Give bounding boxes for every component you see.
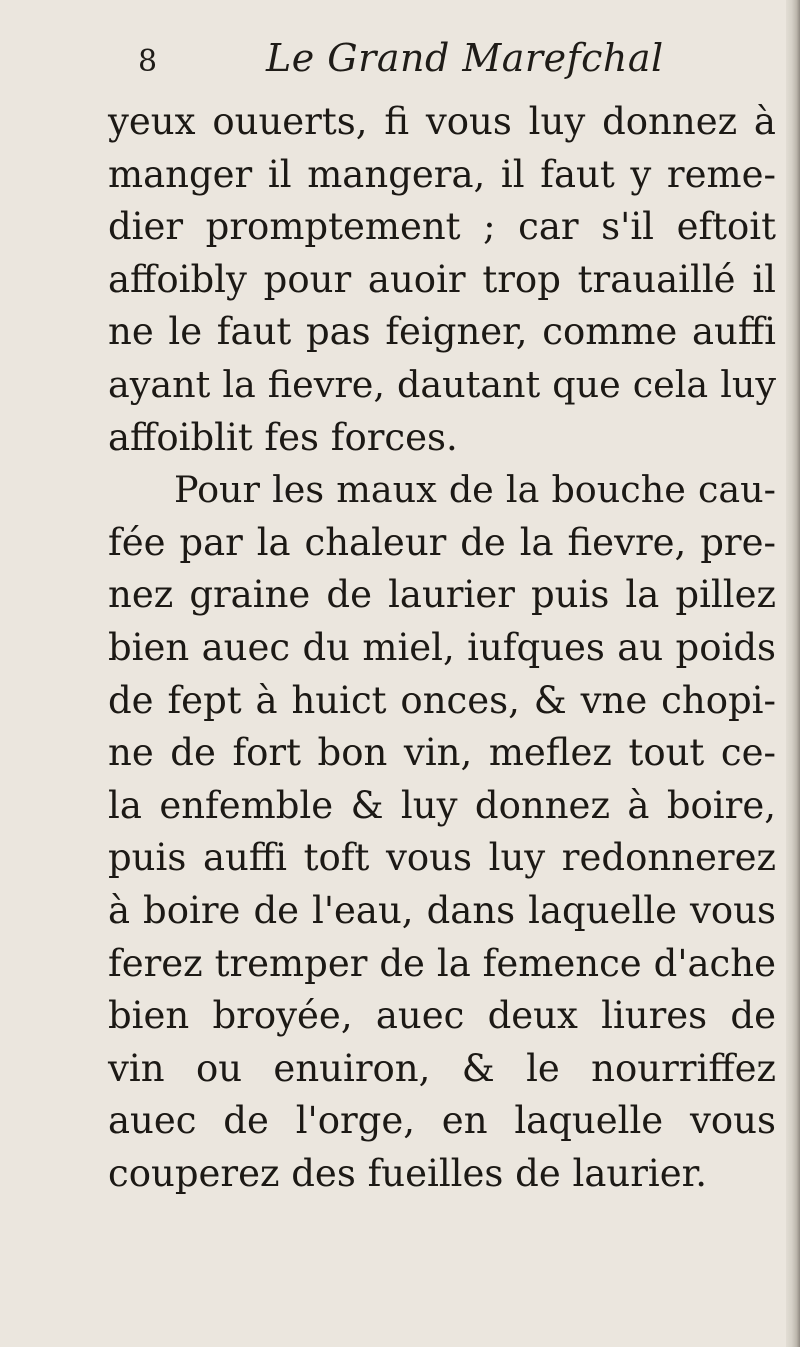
text-line: dier promptement ; car s'il eftoit (108, 205, 776, 249)
text-line: yeux ouuerts, fi vous luy donnez à (108, 100, 776, 143)
text-line: auec de l'orge, en laquelle vous (108, 1099, 776, 1143)
text-line: ayant la fievre, dautant que cela luy (108, 362, 776, 406)
text-line: ferez tremper de la femence d'ache (108, 941, 776, 985)
text-line: bien auec du miel, iufques au poids (108, 625, 776, 669)
text-line: à boire de l'eau, dans laquelle vous (108, 888, 776, 932)
text-line: de fept à huict onces, & vne chopi- (108, 678, 776, 722)
text-line: ne de fort bon vin, meflez tout ce- (108, 731, 776, 775)
text-line: fée par la chaleur de la fievre, pre- (108, 520, 776, 564)
text-line: vin ou enuiron, & le nourriffez (108, 1046, 776, 1090)
text-line: puis auffi toft vous luy redonnerez (108, 836, 776, 880)
text-line: bien broyée, auec deux liures de (108, 994, 776, 1038)
text-line: nez graine de laurier puis la pillez (108, 573, 776, 617)
text-line: manger il mangera, il faut y reme- (108, 152, 776, 196)
paragraph-end-line: affoiblit fes forces. (108, 415, 458, 459)
body-text (108, 96, 776, 1200)
text-line: ne le faut pas feigner, comme auffi (108, 310, 776, 354)
page-edge-shadow (786, 0, 800, 1347)
text-line: la enfemble & luy donnez à boire, (108, 783, 776, 827)
page-number: 8 (138, 44, 158, 79)
running-head (138, 36, 698, 88)
paragraph-start-line: Pour les maux de la bouche cau- (174, 468, 776, 512)
running-title: Le Grand Marefchal (266, 36, 664, 80)
text-line: affoibly pour auoir trop trauaillé il (108, 257, 776, 301)
paragraph-end-line: couperez des fueilles de laurier. (108, 1151, 708, 1195)
